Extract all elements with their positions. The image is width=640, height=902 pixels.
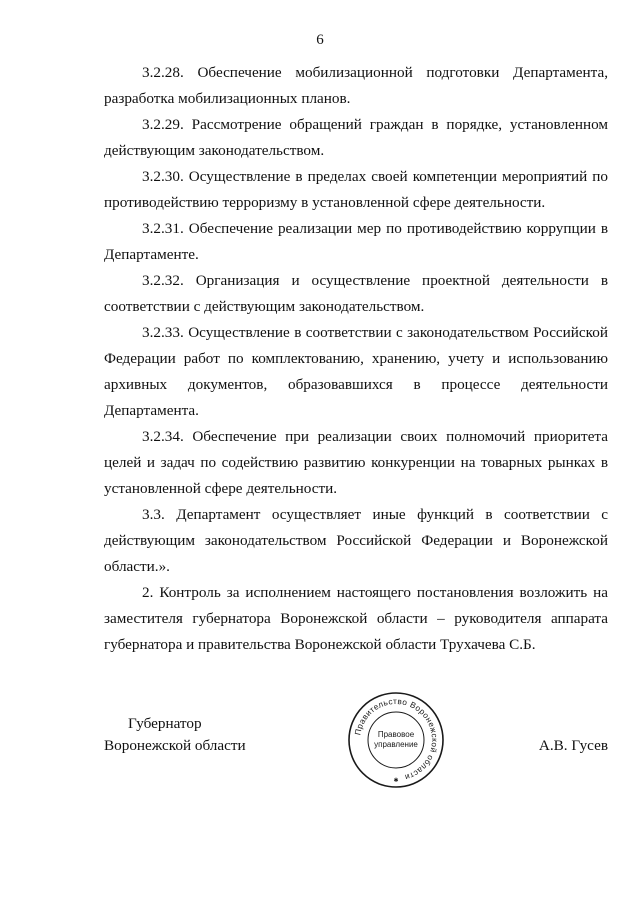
- paragraph-3-2-33: 3.2.33. Осуществление в соответствии с законодательством Российской Федерации работ по комплектованию, хранению, учету и использованию архивных документов, образовавшихся в процессе деятельности Департамента.: [104, 324, 608, 419]
- paragraph-3-2-28: 3.2.28. Обеспечение мобилизационной подготовки Департамента, разработка мобилизационных планов.: [104, 64, 608, 107]
- document-body: [104, 60, 608, 658]
- paragraph-3-2-29: 3.2.29. Рассмотрение обращений граждан в порядке, установленном действующим законодательством.: [104, 116, 608, 159]
- page-number: 6: [316, 32, 324, 48]
- signer-title: [104, 713, 284, 757]
- stamp-center-line2: управление: [374, 740, 418, 749]
- signer-title-line2: Воронежской области: [104, 737, 246, 754]
- stamp-ring-text: Правительство Воронежской области: [353, 696, 440, 782]
- signer-title-line1: Губернатор: [128, 715, 202, 732]
- paragraph-3-3: 3.3. Департамент осуществляет иные функций в соответствии с действующим законодательством Российской Федерации и Воронежской области.».: [104, 506, 608, 575]
- paragraph-3-2-31: 3.2.31. Обеспечение реализации мер по противодействию коррупции в Департаменте.: [104, 220, 608, 263]
- paragraph-3-2-32: 3.2.32. Организация и осуществление проектной деятельности в соответствии с действующим законодательством.: [104, 272, 608, 315]
- paragraph-2-control: 2. Контроль за исполнением настоящего постановления возложить на заместителя губернатора Воронежской области – руководителя аппарата губернатора и правительства Воронежской области Трухачева С.Б.: [104, 584, 608, 653]
- paragraph-3-2-30: 3.2.30. Осуществление в пределах своей компетенции мероприятий по противодействию терроризму в установленной сфере деятельности.: [104, 168, 608, 211]
- stamp-center-line1: Правовое: [377, 730, 415, 739]
- paragraph-3-2-34: 3.2.34. Обеспечение при реализации своих полномочий приоритета целей и задач по содействию развитию конкуренции на товарных рынках в установленной сфере деятельности.: [104, 428, 608, 497]
- signer-name: А.В. Гусев: [538, 737, 608, 754]
- stamp-star-icon: ✱: [393, 777, 399, 784]
- official-seal-stamp: [346, 690, 446, 790]
